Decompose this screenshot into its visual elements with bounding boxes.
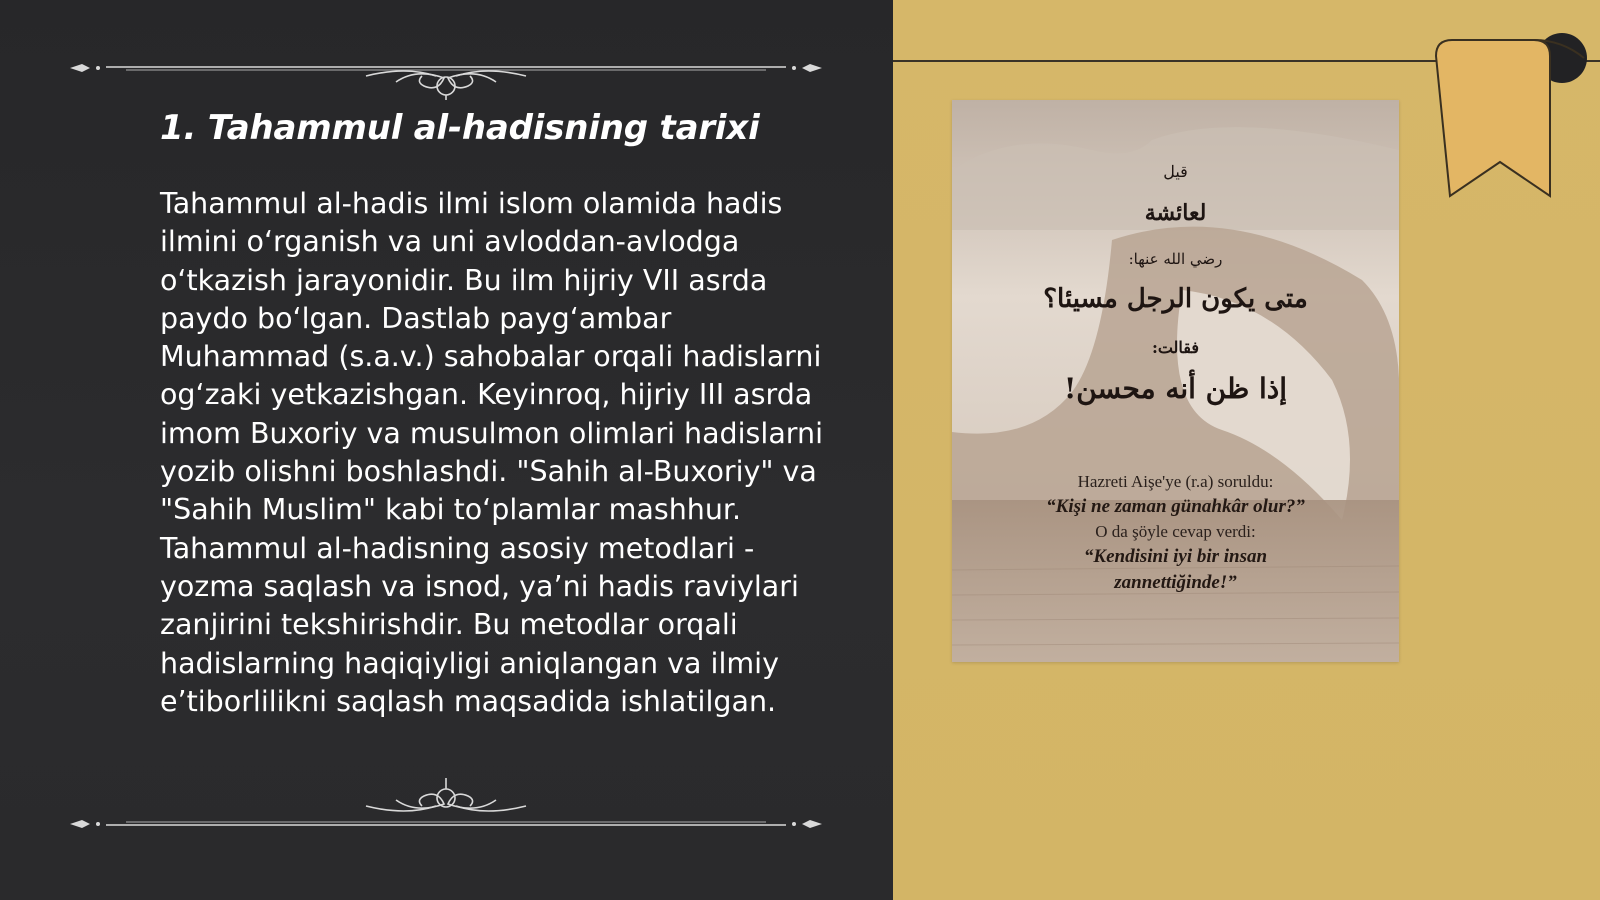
turkish-line-2: “Kişi ne zaman günahkâr olur?” <box>1046 496 1305 517</box>
turkish-line-3: O da şöyle cevap verdi: <box>1095 522 1256 541</box>
ornamental-divider-icon <box>66 40 826 100</box>
slide-title: 1. Tahammul al-hadisning tarixi <box>160 108 760 148</box>
bookmark-icon <box>1430 30 1600 205</box>
arabic-line-6: إذا ظن أنه محسن! <box>1063 372 1288 405</box>
body-paragraph: Tahammul al-hadis ilmi islom olamida hadis ilmini o‘rganish va uni avloddan-avlodga o‘tkazish jarayonidir. Bu ilm hijriy VII asrda paydo bo‘lgan. Dastlab payg‘ambar Muhammad (s.a.v.) sahobalar orqali hadislarni og‘zaki yetkazishgan. Keyinroq, hijriy III asrda imom Buxoriy va musulmon olimlari hadislarni yozib olishni boshlashdi. "Sahih al-Buxoriy" va "Sahih Muslim" kabi to‘plamlar mashhur. Tahammul al-hadisning asosiy metodlari - yozma saqlash va isnod, ya’ni hadis raviylari zanjirini tekshirishdir. Bu metodlar orqali hadislarning haqiqiyligi aniqlangan va ilmiy e’tiborlilikni saqlash maqsadida ishlatilgan. <box>160 187 823 718</box>
turkish-line-5: zannettiğinde!” <box>1114 572 1237 593</box>
quote-image <box>952 100 1399 662</box>
turkish-line-4: “Kendisini iyi bir insan <box>1083 546 1268 567</box>
arabic-line-5: فقالت: <box>1151 338 1200 357</box>
ornamental-divider-icon <box>66 778 826 838</box>
arabic-line-3: رضي الله عنها: <box>1128 250 1223 268</box>
arabic-line-1: قيل <box>1163 162 1188 181</box>
turkish-line-1: Hazreti Aişe'ye (r.a) soruldu: <box>1077 472 1274 491</box>
arabic-line-2: لعائشة <box>1144 200 1207 226</box>
arabic-line-4: متى يكون الرجل مسيئا؟ <box>1043 284 1308 314</box>
